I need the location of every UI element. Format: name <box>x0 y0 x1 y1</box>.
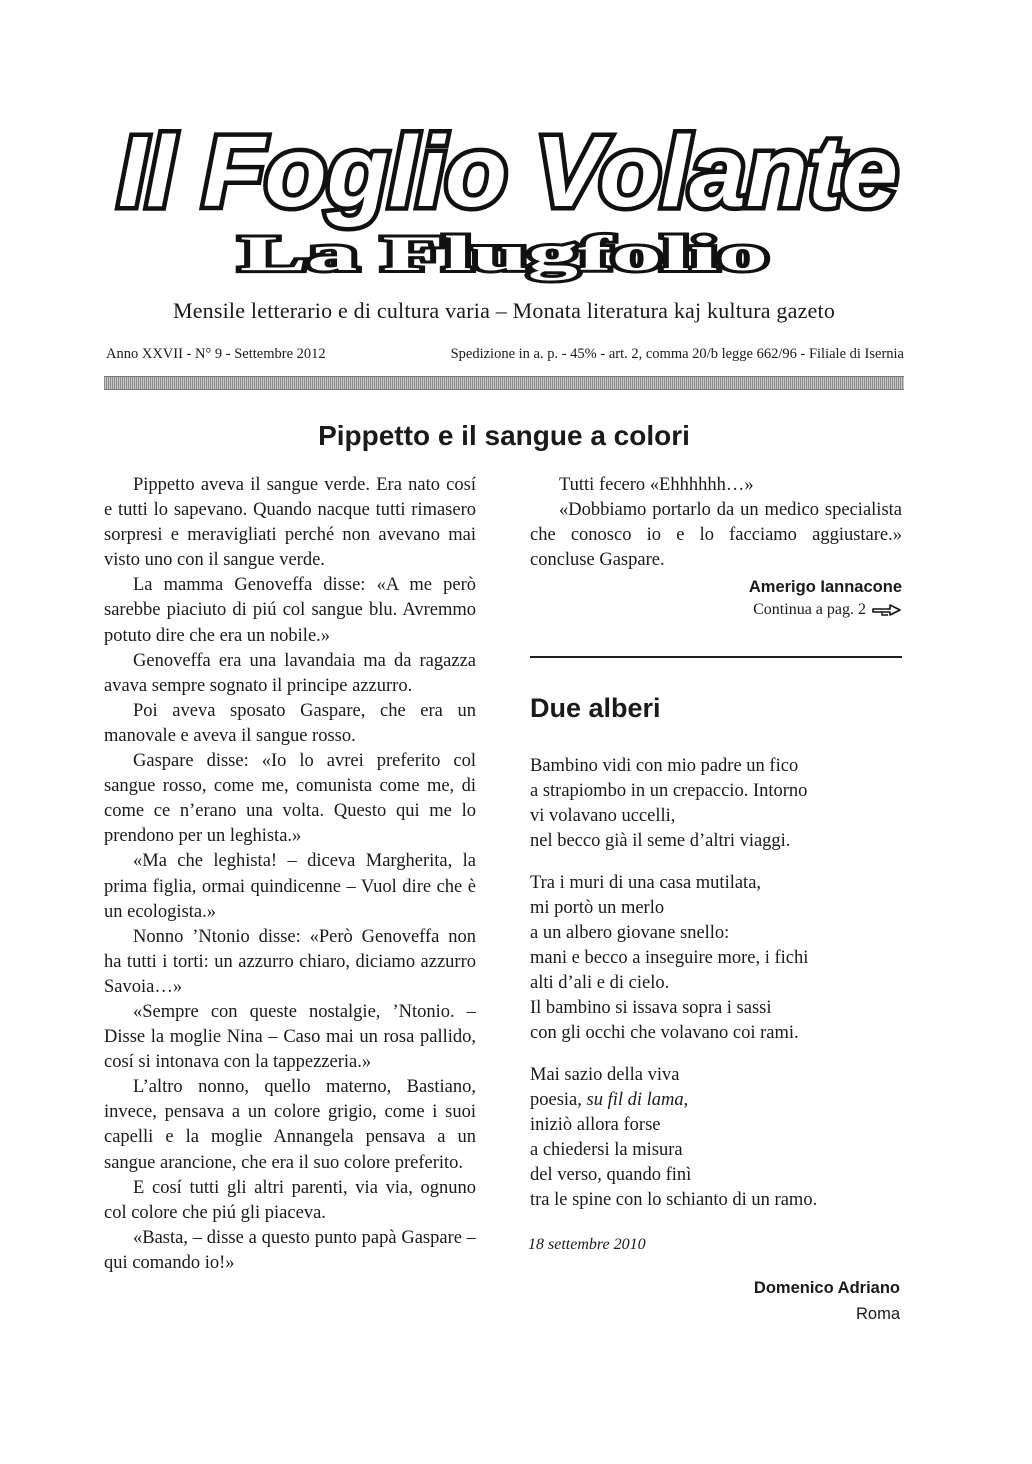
masthead-title: Il Foglio Volante <box>118 116 898 228</box>
poem-stanza <box>530 754 910 854</box>
poem-line: mani e becco a inseguire more, i fichi <box>530 948 809 968</box>
masthead-logo-graphic <box>108 108 908 288</box>
poem-line: vi volavano uccelli, <box>530 806 676 826</box>
poem-title: Due alberi <box>530 693 661 723</box>
poem-line <box>530 1088 910 1113</box>
poem-line: a chiedersi la misura <box>530 1140 683 1160</box>
article-paragraph: Pippetto aveva il sangue verde. Era nato cosí e tutti lo sapevano. Quando nacque tutti rimasero sorpresi e meravigliati perché non avevano mai visto uno con il sangue verde. <box>104 475 476 571</box>
article-title: Pippetto e il sangue a colori <box>318 420 690 451</box>
masthead-logo <box>108 108 908 288</box>
poem-stanza <box>530 1063 910 1213</box>
poem-line: tra le spine con lo schianto di un ramo. <box>530 1190 818 1210</box>
article-paragraph: «Sempre con queste nostalgie, ’Ntonio. – Disse la moglie Nina – Caso mai un rosa pallido, cosí si intonava con la tappezzeria.» <box>104 1001 476 1073</box>
pointing-hand-icon <box>872 603 902 617</box>
poem-author-place: Roma <box>855 1305 900 1323</box>
poem-date: 18 settembre 2010 <box>528 1236 646 1253</box>
article-paragraph: Nonno ’Ntonio disse: «Però Genoveffa non ha tutti i torti: un azzurro chiaro, diciamo azzurro Savoia…» <box>104 926 476 997</box>
issue-info: Anno XXVII - N° 9 - Settembre 2012 <box>106 346 326 362</box>
poem-line: con gli occhi che volavano coi rami. <box>530 1023 799 1043</box>
poem-line: Il bambino si issava sopra i sassi <box>530 998 772 1018</box>
poem-body <box>530 754 910 1230</box>
article-column-left <box>104 473 476 1276</box>
poem-line: iniziò allora forse <box>530 1115 661 1135</box>
poem-line: del verso, quando finì <box>530 1165 692 1185</box>
poem-author: Domenico Adriano <box>753 1279 900 1297</box>
article-paragraph: «Basta, – disse a questo punto papà Gaspare – qui comando io!» <box>104 1227 476 1273</box>
masthead-tagline: Mensile letterario e di cultura varia – Monata literatura kaj kultura gazeto <box>172 298 836 323</box>
poem-line-part: , <box>683 1090 689 1110</box>
continued-text: Continua a pag. 2 <box>753 601 866 618</box>
poem-stanza <box>530 871 910 1046</box>
article-paragraph: Poi aveva sposato Gaspare, che era un manovale e aveva il sangue rosso. <box>104 700 476 746</box>
continued-link[interactable] <box>753 601 902 619</box>
poem-line: a un albero giovane snello: <box>530 923 730 943</box>
poem-line: a strapiombo in un crepaccio. Intorno <box>530 781 808 801</box>
poem-line: Mai sazio della viva <box>530 1065 680 1085</box>
shipping-info: Spedizione in a. p. - 45% - art. 2, comma 20/b legge 662/96 - Filiale di Isernia <box>450 346 904 362</box>
poem-line: nel becco già il seme d’altri viaggi. <box>530 831 791 851</box>
article-paragraph: «Ma che leghista! – diceva Margherita, la prima figlia, ormai quindicenne – Vuol dire che è un ecologista.» <box>104 851 476 922</box>
column-divider <box>530 656 902 658</box>
poem-line-italic: su fil di lama <box>586 1090 684 1110</box>
article-paragraph: «Dobbiamo portarlo da un medico specialista che conosco io e lo facciamo aggiustare.» concluse Gaspare. <box>530 500 902 571</box>
article-paragraph: L’altro nonno, quello materno, Bastiano, invece, pensava a un colore grigio, come i suoi capelli e la moglie Annangela pensava a un sangue arancione, che era il suo colore preferito. <box>104 1077 476 1173</box>
article-column-right <box>530 473 902 573</box>
header-divider <box>104 376 904 390</box>
masthead-subtitle: La Flugfolio <box>240 225 768 281</box>
poem-line: Tra i muri di una casa mutilata, <box>530 873 762 893</box>
article-paragraph: E cosí tutti gli altri parenti, via via, ognuno col colore che piú gli piaceva. <box>104 1177 476 1223</box>
article-paragraph: La mamma Genoveffa disse: «A me però sarebbe piaciuto di piú col sangue blu. Avremmo potuto dire che era un nobile.» <box>104 575 476 646</box>
poem-line-part: poesia, <box>530 1090 587 1110</box>
article-paragraph: Gaspare disse: «Io lo avrei preferito col sangue rosso, come me, comunista come me, di come ce n’erano una volta. Questo qui me lo prendono per un leghista.» <box>104 751 476 847</box>
poem-line: Bambino vidi con mio padre un fico <box>530 756 799 776</box>
poem-line: alti d’ali e di cielo. <box>530 973 670 993</box>
article-paragraph: Genoveffa era una lavandaia ma da ragazza avava sempre sognato il principe azzurro. <box>104 650 476 696</box>
article-paragraph: Tutti fecero «Ehhhhhh…» <box>559 475 754 495</box>
poem-line: mi portò un merlo <box>530 898 665 918</box>
article-author: Amerigo Iannacone <box>748 578 902 596</box>
